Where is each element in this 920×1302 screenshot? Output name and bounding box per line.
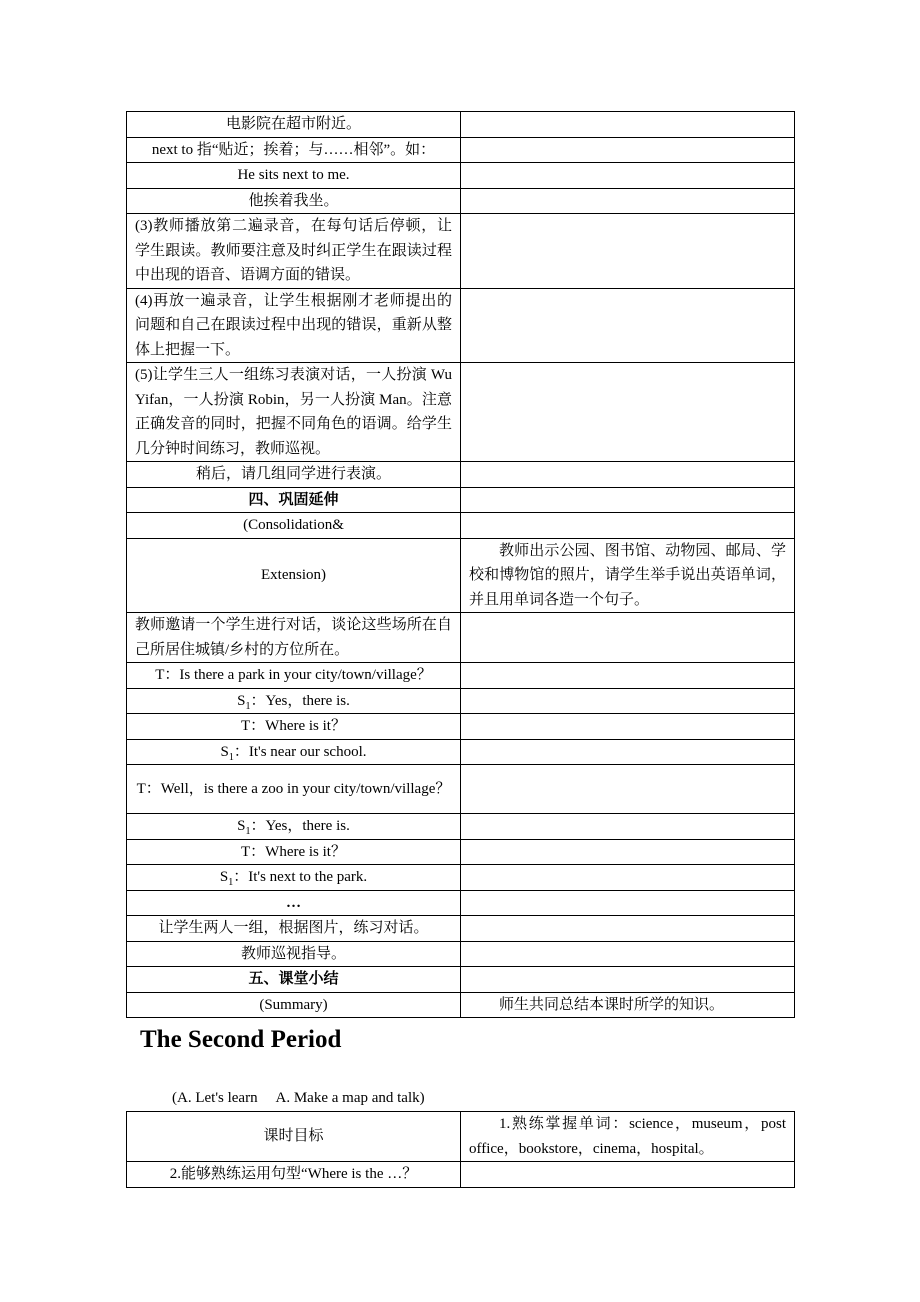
right-cell (461, 839, 795, 865)
right-cell: 1.熟练掌握单词：science，museum，post office，bookstore，cinema，hospital。 (461, 1112, 795, 1162)
left-cell (127, 739, 461, 765)
left-cell (127, 839, 461, 865)
cell-text: ：It's near our school. (233, 743, 367, 760)
table-row (127, 538, 795, 613)
table-row (127, 1162, 795, 1188)
table-row (127, 112, 795, 138)
right-cell (461, 890, 795, 916)
cell-text: 电影院在超市附近。 (225, 116, 361, 132)
left-cell (127, 487, 461, 513)
cell-text: T：Is there a park in your city/town/village？ (155, 667, 432, 683)
table-row (127, 814, 795, 840)
table-row (127, 865, 795, 891)
cell-text: 教师巡视指导。 (240, 945, 346, 962)
cell-text: 四、巩固延伸 (248, 491, 339, 508)
table-row (127, 941, 795, 967)
subscript: 1 (228, 751, 234, 763)
right-cell (461, 214, 795, 289)
right-cell (461, 714, 795, 740)
left-cell (127, 765, 461, 814)
right-cell (461, 765, 795, 814)
objectives-table (126, 1111, 795, 1188)
left-cell (127, 865, 461, 891)
section-title: The Second Period (140, 1026, 342, 1053)
table-row (127, 839, 795, 865)
left-cell (127, 613, 461, 663)
right-cell (461, 814, 795, 840)
cell-text: (Consolidation& (243, 517, 344, 533)
right-cell (461, 663, 795, 689)
left-cell (127, 714, 461, 740)
lesson-plan-table (126, 111, 795, 1018)
left-cell (127, 941, 461, 967)
cell-text: ：Yes，there is. (250, 692, 350, 709)
cell-text: 2.能够熟练运用句型“Where is the …？ (169, 1166, 418, 1182)
left-cell (127, 188, 461, 214)
cell-text: ：It's next to the park. (233, 869, 368, 885)
cell-text: (5)让学生三人一组练习表演对话，一人扮演 Wu Yifan，一人扮演 Robin，另一人扮演 Man。注意正确发音的同时，把握不同角色的语调。给学生几分钟时间练习，教师巡视。 (135, 367, 452, 457)
cell-text: (Summary) (259, 996, 328, 1013)
cell-text: T：Where is it？ (241, 843, 346, 860)
table-row (127, 462, 795, 488)
left-cell (127, 967, 461, 993)
table-row (127, 214, 795, 289)
right-cell (461, 688, 795, 714)
left-cell (127, 163, 461, 189)
left-cell (127, 112, 461, 138)
table-row (127, 188, 795, 214)
subscript: 1 (245, 826, 251, 837)
cell-text: 他挨着我坐。 (248, 192, 339, 209)
subscript: 1 (245, 700, 251, 712)
table-row (127, 163, 795, 189)
table-row (127, 513, 795, 539)
table-row (127, 1112, 795, 1162)
right-cell (461, 916, 795, 942)
left-cell (127, 688, 461, 714)
right-cell (461, 613, 795, 663)
cell-text: … (286, 894, 301, 911)
left-cell (127, 538, 461, 613)
left-cell (127, 137, 461, 163)
right-cell (461, 865, 795, 891)
section-subtitle: (A. Let's learn A. Make a map and talk) (172, 1090, 425, 1106)
cell-text: Extension) (261, 567, 326, 583)
right-cell (461, 137, 795, 163)
right-cell (461, 363, 795, 462)
subscript: 1 (228, 877, 234, 888)
right-cell (461, 462, 795, 488)
cell-text: ：Yes，there is. (250, 818, 350, 834)
left-cell (127, 513, 461, 539)
cell-text: S (237, 818, 246, 834)
table-row (127, 613, 795, 663)
table-row (127, 288, 795, 363)
cell-text: S (220, 743, 229, 760)
right-cell (461, 163, 795, 189)
left-cell (127, 1162, 461, 1188)
cell-text: 稍后，请几组同学进行表演。 (195, 466, 391, 482)
table-row (127, 967, 795, 993)
left-cell (127, 814, 461, 840)
cell-text: next to 指“贴近；挨着；与……相邻”。如： (151, 141, 436, 158)
left-cell (127, 363, 461, 462)
table-row (127, 992, 795, 1018)
left-cell (127, 890, 461, 916)
cell-text: S (237, 692, 246, 709)
right-cell (461, 288, 795, 363)
cell-text: T：Well，is there a zoo in your city/town/village？ (136, 780, 451, 797)
right-cell (461, 967, 795, 993)
table-row (127, 688, 795, 714)
cell-text: 课时目标 (263, 1128, 324, 1145)
cell-text: 五、课堂小结 (248, 971, 339, 987)
left-cell (127, 663, 461, 689)
table-row (127, 137, 795, 163)
right-cell (461, 941, 795, 967)
right-cell (461, 487, 795, 513)
right-cell (461, 513, 795, 539)
table-row (127, 765, 795, 814)
right-cell (461, 112, 795, 138)
cell-text: 让学生两人一组，根据图片，练习对话。 (158, 920, 429, 936)
left-cell (127, 462, 461, 488)
right-cell (461, 188, 795, 214)
right-cell: 教师出示公园、图书馆、动物园、邮局、学校和博物馆的照片，请学生举手说出英语单词，并且用单词各造一个句子。 (461, 538, 795, 613)
table-row (127, 890, 795, 916)
right-cell (461, 1162, 795, 1188)
left-cell (127, 1112, 461, 1162)
table-row (127, 714, 795, 740)
cell-text: (3)教师播放第二遍录音，在每句话后停顿，让学生跟读。教师要注意及时纠正学生在跟读过程中出现的语音、语调方面的错误。 (135, 218, 452, 283)
cell-text: 教师邀请一个学生进行对话，谈论这些场所在自己所居住城镇/乡村的方位所在。 (135, 617, 452, 658)
table-row (127, 916, 795, 942)
cell-text: He sits next to me. (237, 167, 350, 183)
left-cell (127, 288, 461, 363)
cell-text: S (219, 869, 229, 885)
table-row (127, 663, 795, 689)
table-row (127, 739, 795, 765)
table-row (127, 487, 795, 513)
right-cell (461, 739, 795, 765)
cell-text: T：Where is it？ (241, 718, 346, 734)
left-cell (127, 992, 461, 1018)
left-cell (127, 214, 461, 289)
left-cell (127, 916, 461, 942)
table-row (127, 363, 795, 462)
cell-text: (4)再放一遍录音，让学生根据刚才老师提出的问题和自己在跟读过程中出现的错误，重新从整体上把握一下。 (135, 292, 452, 358)
right-cell: 师生共同总结本课时所学的知识。 (461, 992, 795, 1018)
